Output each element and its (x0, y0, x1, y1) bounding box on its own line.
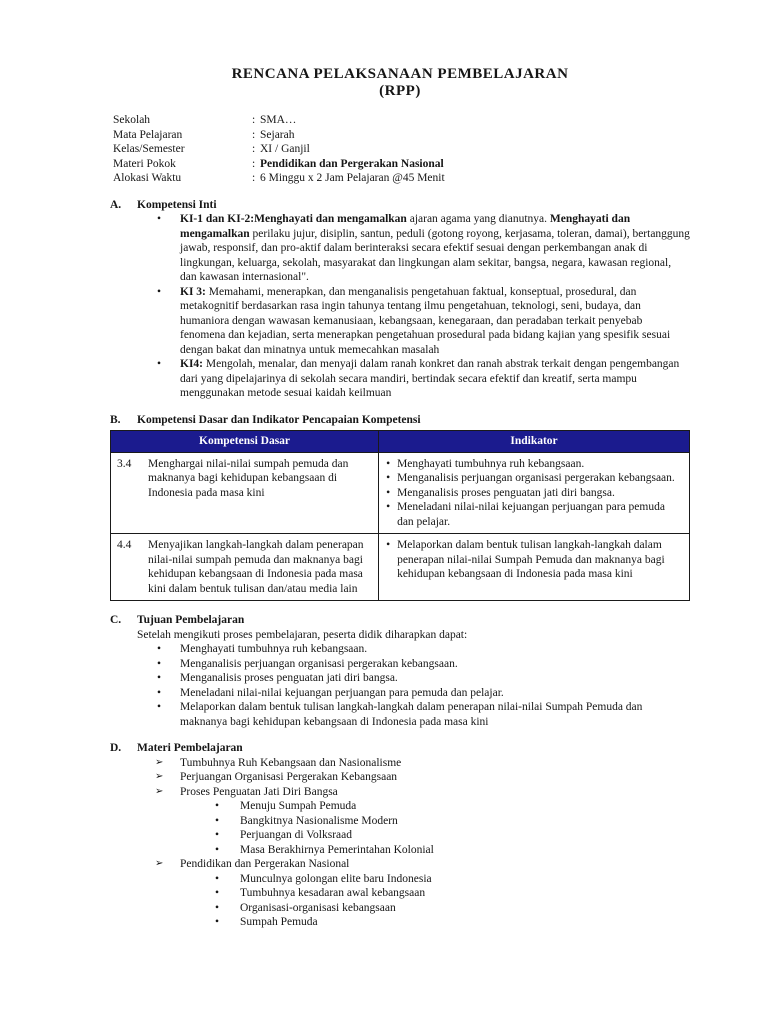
meta-value: SMA… (260, 114, 297, 126)
list-marker-icon: • (215, 901, 220, 914)
list-marker-icon: • (215, 916, 220, 928)
list-item (110, 357, 690, 401)
bullet-icon: • (157, 285, 162, 298)
section-tujuan-pembelajaran (110, 613, 690, 729)
list-item (110, 642, 690, 657)
materi-text: Tumbuhnya kesadaran awal kebangsaan (240, 887, 426, 899)
document-title: RENCANA PELAKSANAAN PEMBELAJARAN (231, 66, 569, 82)
materi-item (110, 901, 690, 916)
tujuan-intro-text: Setelah mengikuti proses pembelajaran, peserta didik diharapkan dapat: (137, 628, 468, 641)
list-marker-icon: ➢ (155, 858, 164, 869)
meta-label: Sekolah (113, 114, 151, 126)
kd-code: 3.4 (117, 457, 132, 470)
document-subtitle: (RPP) (379, 83, 421, 99)
kd-indicator-table (110, 430, 690, 601)
section-heading (110, 413, 690, 428)
meta-value: 6 Minggu x 2 Jam Pelajaran @45 Menit (260, 172, 445, 184)
indicator-text: Menganalisis proses penguatan jati diri bangsa. (397, 486, 615, 499)
section-kompetensi-dasar (110, 413, 690, 602)
indicator-text: Melaporkan dalam bentuk tulisan langkah-langkah dalam penerapan nilai-nilai Sumpah Pemuda dan maknanya bagi kehidupan kebangsaan di Indonesia pada masa kini (397, 539, 665, 580)
materi-item (110, 785, 690, 800)
meta-label: Mata Pelajaran (113, 128, 183, 141)
bullet-icon: • (386, 457, 391, 470)
meta-label: Alokasi Waktu (113, 172, 182, 184)
materi-text: Masa Berakhirnya Pemerintahan Kolonial (240, 843, 434, 856)
indicator-text: Menghayati tumbuhnya ruh kebangsaan. (397, 457, 585, 470)
meta-value: Sejarah (260, 128, 295, 141)
materi-item (110, 814, 690, 829)
kd-cell (111, 452, 379, 534)
section-materi-pembelajaran (110, 741, 690, 930)
section-letter: A. (110, 198, 122, 211)
materi-text: Menuju Sumpah Pemuda (240, 800, 357, 812)
list-marker-icon: • (215, 872, 220, 885)
indicator-cell (379, 452, 690, 534)
table-header-row (111, 431, 690, 453)
materi-item (110, 872, 690, 887)
meta-separator: : (252, 157, 256, 170)
tujuan-text: Menganalisis proses penguatan jati diri bangsa. (180, 672, 398, 684)
list-marker-icon: • (215, 814, 220, 827)
materi-text: Sumpah Pemuda (240, 916, 318, 928)
bullet-icon: • (157, 213, 162, 225)
ki-1-2-text: KI-1 dan KI-2:Menghayati dan mengamalkan ajaran agama yang dianutnya. Menghayati dan mengamalkan perilaku jujur, disiplin, santun, peduli (gotong royong, kerjasama, toleran, damai), bertanggung jawab, responsif, dan pro-aktif dalam berinteraksi secara efektif sesuai dengan perkembangan anak di lingkungan, keluarga, sekolah, masyarakat dan lingkungan alam sekitar, bangsa, negara, kawasan regional, dan kawasan internasional". (180, 213, 690, 283)
bullet-icon: • (157, 672, 162, 684)
bullet-icon: • (386, 539, 391, 551)
kd-text: Menyajikan langkah-langkah dalam penerapan nilai-nilai sumpah pemuda dan maknanya bagi kehidupan kebangsaan di Indonesia pada masa kini dalam bentuk tulisan dan/atau media lain (148, 539, 364, 595)
indicator-item (386, 538, 679, 582)
indicator-cell (379, 534, 690, 601)
section-heading (110, 198, 690, 213)
materi-text: Bangkitnya Nasionalisme Modern (240, 814, 398, 827)
meta-label: Materi Pokok (113, 157, 176, 170)
tujuan-text: Menghayati tumbuhnya ruh kebangsaan. (180, 643, 368, 655)
ki-4-text: KI4: Mengolah, menalar, dan menyaji dalam ranah konkret dan ranah abstrak terkait dengan pengembangan dari yang dipelajarinya di sekolah secara mandiri, bertindak secara efektif dan kreatif, serta mampu menggunakan metode sesuai kaidah keilmuan (180, 358, 680, 399)
list-item (110, 671, 690, 686)
tujuan-text: Meneladani nilai-nilai kejuangan perjuangan para pemuda dan pelajar. (180, 686, 504, 699)
materi-item (110, 857, 690, 872)
materi-text: Pendidikan dan Pergerakan Nasional (180, 858, 350, 870)
meta-block (113, 113, 690, 186)
materi-item (110, 915, 690, 930)
list-marker-icon: ➢ (155, 756, 164, 768)
meta-value: XI / Ganjil (260, 143, 310, 155)
section-kompetensi-inti (110, 198, 690, 401)
materi-item (110, 828, 690, 843)
section-title: Kompetensi Inti (137, 198, 217, 211)
list-item (110, 285, 690, 358)
ki-bullet-list (110, 212, 690, 401)
ki-3-text: KI 3: Memahami, menerapkan, dan menganalisis pengetahuan faktual, konseptual, prosedural, dan metakognitif berdasarkan rasa ingin tahunya tentang ilmu pengetahuan, teknologi, seni, budaya, dan humaniora dengan wawasan kemanusiaan, kebangsaan, kenegaraan, dan peradaban terkait penyebab fenomena dan kejadian, serta menerapkan pengetahuan prosedural pada bidang kajian yang spesifik sesuai dengan bakat dan minatnya untuk memecahkan masalah (180, 285, 671, 356)
section-heading (110, 613, 690, 628)
bullet-icon: • (386, 472, 391, 484)
list-item (110, 657, 690, 672)
list-marker-icon: • (215, 843, 220, 856)
meta-row (113, 157, 690, 172)
list-marker-icon: • (215, 829, 220, 841)
materi-item (110, 843, 690, 858)
bullet-icon: • (157, 643, 162, 655)
materi-item (110, 799, 690, 814)
table-row (111, 452, 690, 534)
bullet-icon: • (157, 657, 162, 670)
indicator-text: Meneladani nilai-nilai kejuangan perjuangan para pemuda dan pelajar. (397, 501, 665, 528)
meta-row (113, 142, 690, 157)
list-marker-icon: • (215, 800, 220, 812)
meta-separator: : (252, 143, 256, 155)
list-marker-icon: ➢ (155, 785, 164, 797)
section-letter: C. (110, 614, 122, 626)
meta-label: Kelas/Semester (113, 143, 185, 155)
tujuan-bullet-list (110, 642, 690, 729)
list-marker-icon: • (215, 887, 220, 899)
kd-cell (111, 534, 379, 601)
tujuan-text: Menganalisis perjuangan organisasi pergerakan kebangsaan. (180, 657, 458, 670)
section-title: Materi Pembelajaran (137, 742, 243, 754)
indicator-list (386, 457, 679, 530)
meta-row (113, 128, 690, 143)
section-heading (110, 741, 690, 756)
bullet-icon: • (157, 358, 162, 370)
list-marker-icon: ➢ (155, 771, 164, 782)
materi-list (110, 756, 690, 930)
section-letter: B. (110, 413, 121, 426)
list-item (110, 686, 690, 701)
column-header-kompetensi-dasar: Kompetensi Dasar (111, 431, 379, 453)
materi-text: Perjuangan di Volksraad (240, 829, 353, 841)
meta-row (113, 171, 690, 186)
materi-item (110, 886, 690, 901)
section-title: Tujuan Pembelajaran (137, 614, 245, 626)
indicator-item (386, 486, 679, 501)
materi-text: Organisasi-organisasi kebangsaan (240, 901, 396, 914)
indicator-item (386, 471, 679, 486)
bullet-icon: • (157, 701, 162, 713)
tujuan-text: Melaporkan dalam bentuk tulisan langkah-langkah dalam penerapan nilai-nilai Sumpah Pemuda dan maknanya bagi kehidupan kebangsaan di Indonesia pada masa kini (180, 701, 643, 728)
bullet-icon: • (386, 486, 391, 499)
materi-text: Munculnya golongan elite baru Indonesia (240, 872, 432, 885)
meta-value: Pendidikan dan Pergerakan Nasional (260, 157, 444, 170)
meta-separator: : (252, 172, 256, 184)
section-title: Kompetensi Dasar dan Indikator Pencapaian Kompetensi (137, 413, 421, 426)
list-item (110, 700, 690, 729)
section-letter: D. (110, 742, 122, 754)
document-header (110, 66, 690, 100)
kd-code: 4.4 (117, 539, 132, 551)
materi-item (110, 770, 690, 785)
column-header-indikator: Indikator (379, 431, 690, 453)
indicator-item (386, 500, 679, 529)
materi-text: Perjuangan Organisasi Pergerakan Kebangsaan (180, 771, 398, 783)
meta-separator: : (252, 114, 256, 126)
table-row (111, 534, 690, 601)
list-item (110, 212, 690, 285)
materi-text: Tumbuhnya Ruh Kebangsaan dan Nasionalisme (180, 756, 402, 769)
indicator-text: Menganalisis perjuangan organisasi pergerakan kebangsaan. (397, 472, 675, 484)
materi-text: Proses Penguatan Jati Diri Bangsa (180, 785, 338, 798)
meta-row (113, 113, 690, 128)
bullet-icon: • (157, 686, 162, 699)
materi-item (110, 756, 690, 771)
kd-text: Menghargai nilai-nilai sumpah pemuda dan maknanya bagi kehidupan kebangsaan di Indonesia pada masa kini (148, 457, 349, 499)
indicator-item (386, 457, 679, 472)
meta-separator: : (252, 128, 256, 141)
indicator-list (386, 538, 679, 582)
bullet-icon: • (386, 501, 391, 513)
